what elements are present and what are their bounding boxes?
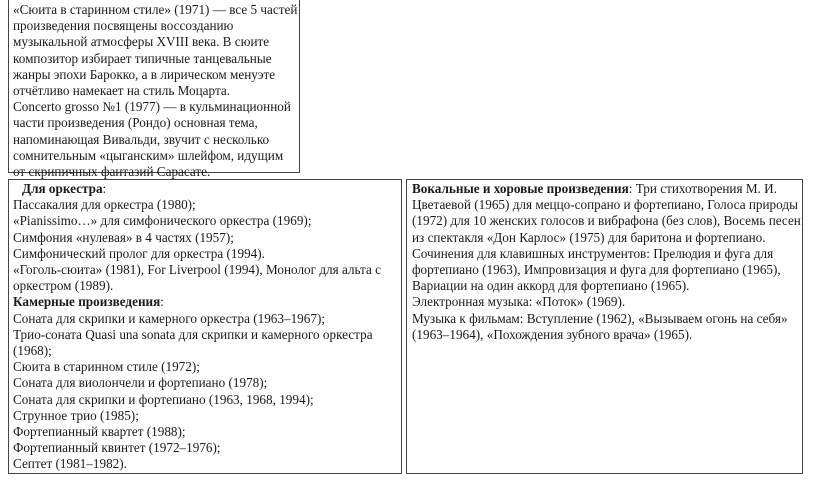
text-line: Вариации на один аккорд для фортепиано (1965).: [412, 278, 690, 294]
top-description-cell: [8, 0, 300, 180]
orchestra-heading-line: [13, 181, 397, 197]
text-line: Сочинения для клавишных инструментов: Прелюдия и фуга для: [412, 245, 774, 261]
vocal-other-works-cell: [406, 179, 803, 474]
vocal-heading-line: [412, 181, 797, 197]
text-line: композитор избирает типичные танцевальные: [13, 50, 272, 66]
text-line: музыкальной атмосферы XVIII века. В сюите: [13, 34, 270, 50]
list-item: Фортепианный квартет (1988);: [13, 424, 186, 440]
list-item: Соната для скрипки и фортепиано (1963, 1968, 1994);: [13, 391, 314, 407]
chamber-heading: Камерные произведения: [13, 294, 161, 310]
list-item: Соната для виолончели и фортепиано (1978);: [13, 375, 268, 391]
vocal-first-line-text: : Три стихотворения М. И.: [628, 181, 777, 196]
text-line: отчётливо намекает на стиль Моцарта.: [13, 83, 231, 99]
list-item: «Pianissimo…» для симфонического оркестра (1969);: [13, 213, 312, 229]
heading-colon: :: [160, 294, 164, 310]
chamber-heading-line: [13, 294, 397, 310]
list-item: Струнное трио (1985);: [13, 407, 139, 423]
list-item: «Гоголь-сюита» (1981), For Liverpool (1994), Монолог для альта с: [13, 262, 381, 278]
list-item: оркестром (1989).: [13, 278, 114, 294]
text-line: части произведения (Рондо) основная тема,: [13, 115, 258, 131]
list-item: (1968);: [13, 343, 52, 359]
list-item: Трио-соната Quasi una sonata для скрипки и камерного оркестра: [13, 326, 373, 342]
text-line: напоминающая Вивальди, звучит с несколько: [13, 131, 270, 147]
list-item: Симфония «нулевая» в 4 частях (1957);: [13, 229, 234, 245]
orchestral-chamber-works-cell: [8, 179, 402, 474]
list-item: Септет (1981–1982).: [13, 456, 127, 472]
vocal-heading: Вокальные и хоровые произведения: [412, 181, 629, 196]
list-item: Соната для скрипки и камерного оркестра (1963–1967);: [13, 310, 326, 326]
list-item: Пассакалия для оркестра (1980);: [13, 197, 196, 213]
text-line: Электронная музыка: «Поток» (1969).: [412, 294, 626, 310]
text-line: (1972) для 10 женских голосов и вибрафона (без слов), Восемь песен: [412, 213, 801, 229]
text-line: из спектакля «Дон Карлос» (1975) для баритона и фортепиано.: [412, 229, 766, 245]
text-line: фортепиано (1963), Импровизация и фуга для фортепиано (1965),: [412, 262, 781, 278]
text-line: Музыка к фильмам: Вступление (1962), «Вызываем огонь на себя»: [412, 310, 788, 326]
list-item: Симфонический пролог для оркестра (1994).: [13, 245, 265, 261]
heading-colon: :: [102, 181, 107, 196]
text-line: жанры эпохи Барокко, а в лирическом менуэте: [13, 66, 276, 82]
list-item: Сюита в старинном стиле (1972);: [13, 359, 200, 375]
text-line: «Сюита в старинном стиле» (1971) — все 5 частей: [13, 2, 298, 17]
list-item: Фортепианный квинтет (1972–1976);: [13, 440, 221, 456]
text-line: от скрипичных фантазий Сарасате.: [13, 164, 211, 180]
text-line: произведения посвящены воссозданию: [13, 18, 234, 34]
text-line: сомнительным «цыганским» шлейфом, идущим: [13, 147, 284, 163]
text-line: (1963–1964), «Похождения зубного врача» (1965).: [412, 326, 693, 342]
text-line: Цветаевой (1965) для меццо-сопрано и фортепиано, Голоса природы: [412, 197, 798, 213]
text-line: Concerto grosso №1 (1977) — в кульминационной: [13, 99, 291, 115]
orchestra-heading: Для оркестра: [22, 181, 103, 196]
